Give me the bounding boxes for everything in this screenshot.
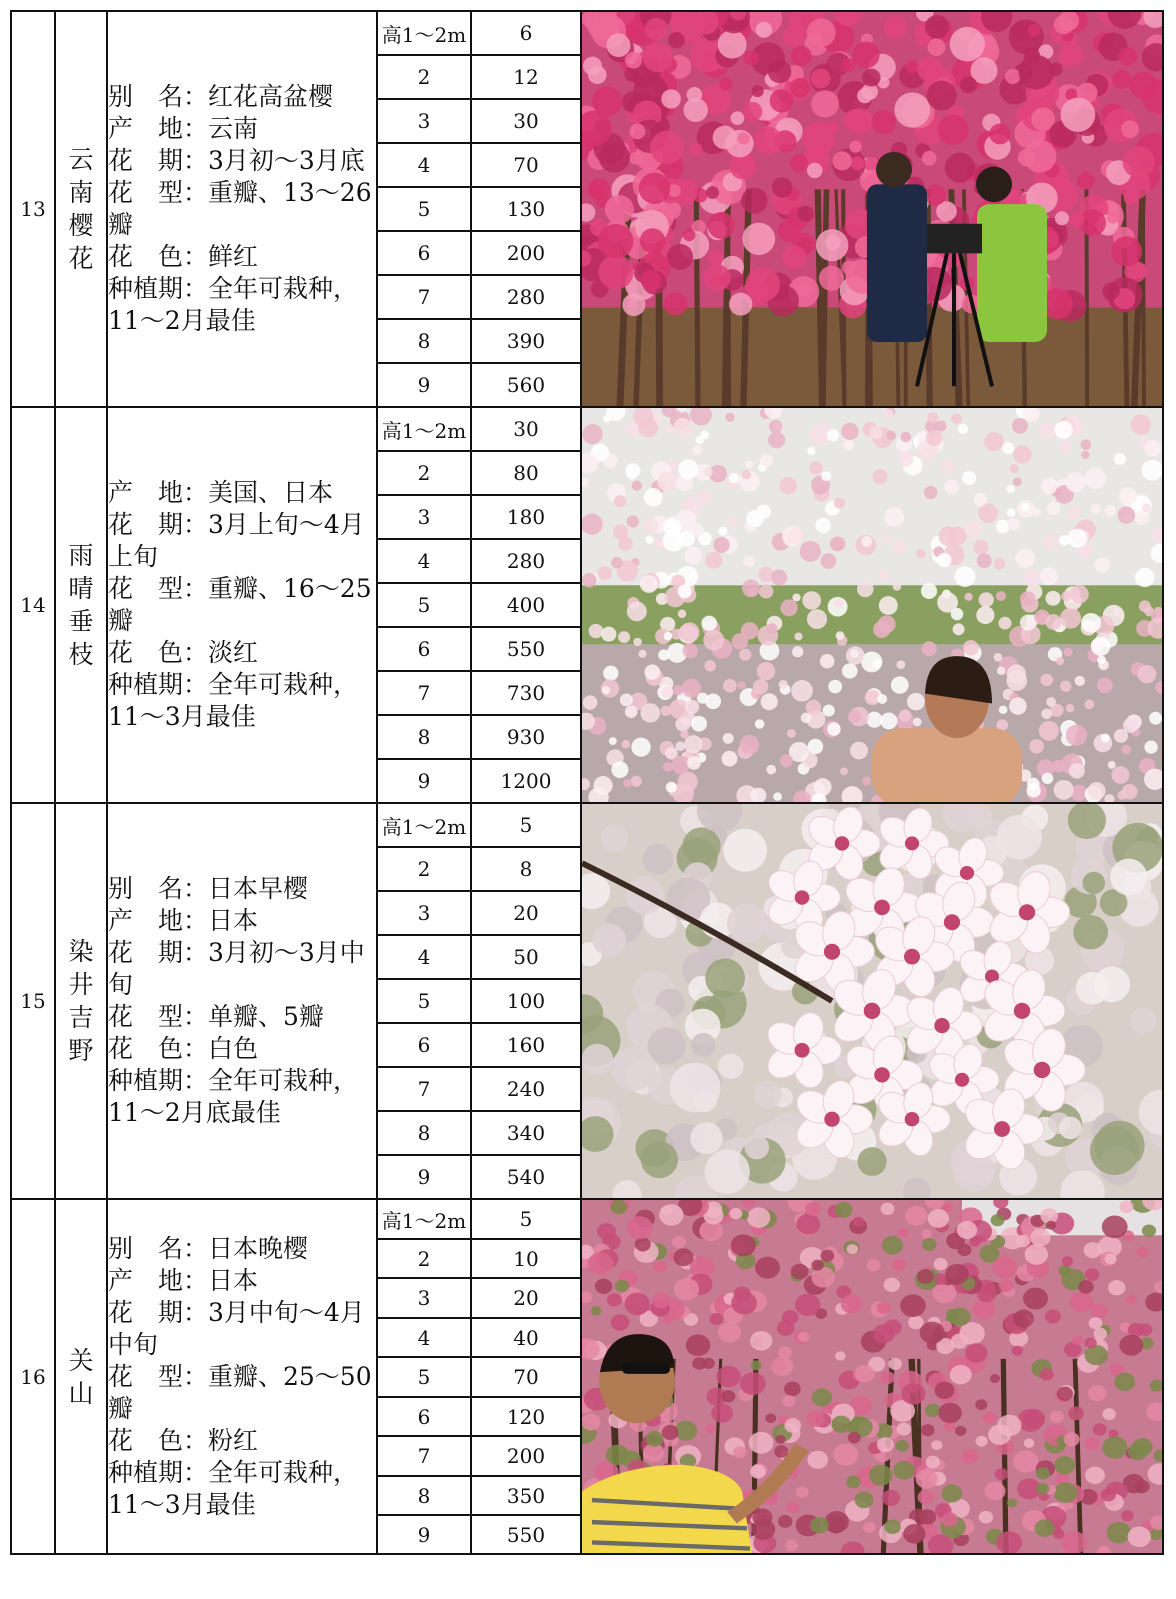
height-cell: 4 — [377, 1318, 471, 1357]
price-cell: 80 — [471, 451, 581, 495]
variety-name-char: 云 — [68, 145, 94, 174]
price-cell: 340 — [471, 1111, 581, 1155]
price-cell: 400 — [471, 583, 581, 627]
item-number: 14 — [11, 407, 55, 803]
height-cell: 6 — [377, 627, 471, 671]
height-cell: 6 — [377, 1023, 471, 1067]
height-cell: 2 — [377, 55, 471, 99]
variety-name-char: 吉 — [68, 1003, 94, 1032]
description-line: 种植期：全年可栽种，11～3月最佳 — [108, 670, 359, 731]
price-cell: 5 — [471, 803, 581, 847]
price-cell: 12 — [471, 55, 581, 99]
height-cell: 5 — [377, 1357, 471, 1397]
height-cell: 3 — [377, 495, 471, 539]
description-line: 种植期：全年可栽种，11～3月最佳 — [108, 1457, 359, 1519]
description-line: 花 期：3月上旬～4月上旬 — [108, 510, 365, 571]
price-cell: 8 — [471, 847, 581, 891]
height-cell: 8 — [377, 1476, 471, 1515]
price-cell: 540 — [471, 1155, 581, 1199]
height-cell: 7 — [377, 275, 471, 319]
price-cell: 930 — [471, 715, 581, 759]
cherry-tree-catalog-table — [10, 10, 1164, 1555]
height-cell: 高1～2m — [377, 11, 471, 55]
price-cell: 6 — [471, 11, 581, 55]
table-row — [11, 803, 1163, 847]
description-line: 花 期：3月初～3月底 — [108, 146, 365, 175]
variety-name-char: 南 — [68, 178, 94, 207]
variety-name-char: 晴 — [68, 574, 94, 603]
description-line: 花 色：粉红 — [108, 1425, 259, 1455]
variety-name-char: 染 — [68, 937, 94, 966]
price-cell: 280 — [471, 275, 581, 319]
price-cell: 160 — [471, 1023, 581, 1067]
price-cell: 350 — [471, 1476, 581, 1515]
variety-description — [107, 11, 377, 407]
variety-name-char: 野 — [68, 1036, 94, 1065]
price-cell: 550 — [471, 627, 581, 671]
height-cell: 6 — [377, 231, 471, 275]
price-cell: 40 — [471, 1318, 581, 1357]
price-cell: 200 — [471, 231, 581, 275]
cherry-blossom-photo — [581, 11, 1163, 407]
price-cell: 560 — [471, 363, 581, 407]
description-line: 产 地：美国、日本 — [108, 478, 334, 507]
description-line: 产 地：云南 — [108, 114, 259, 143]
height-cell: 2 — [377, 847, 471, 891]
description-line: 花 期：3月中旬～4月中旬 — [108, 1297, 365, 1359]
description-line: 种植期：全年可栽种，11～2月底最佳 — [108, 1066, 359, 1127]
height-cell: 8 — [377, 1111, 471, 1155]
table-row — [11, 11, 1163, 55]
table-row — [11, 1199, 1163, 1239]
variety-name — [55, 803, 107, 1199]
height-cell: 8 — [377, 319, 471, 363]
price-cell: 550 — [471, 1515, 581, 1554]
price-cell: 180 — [471, 495, 581, 539]
variety-description — [107, 407, 377, 803]
description-line: 花 型：重瓣、13～26瓣 — [108, 178, 372, 239]
variety-name-char: 雨 — [68, 541, 94, 570]
price-cell: 120 — [471, 1397, 581, 1436]
height-cell: 3 — [377, 1278, 471, 1318]
photo-illustration — [582, 408, 1162, 802]
height-cell: 高1～2m — [377, 1199, 471, 1239]
variety-name-char: 花 — [68, 244, 94, 273]
price-cell: 30 — [471, 407, 581, 451]
price-cell: 20 — [471, 891, 581, 935]
variety-name-char: 樱 — [68, 211, 94, 240]
variety-name-char: 关 — [68, 1345, 94, 1375]
description-line: 花 型：重瓣、25～50瓣 — [108, 1361, 372, 1423]
price-cell: 280 — [471, 539, 581, 583]
height-cell: 6 — [377, 1397, 471, 1436]
description-line: 种植期：全年可栽种，11～2月最佳 — [108, 274, 359, 335]
item-number: 15 — [11, 803, 55, 1199]
photo-illustration — [582, 12, 1162, 406]
height-cell: 3 — [377, 99, 471, 143]
price-cell: 5 — [471, 1199, 581, 1239]
price-cell: 100 — [471, 979, 581, 1023]
height-cell: 2 — [377, 1239, 471, 1278]
height-cell: 7 — [377, 671, 471, 715]
height-cell: 5 — [377, 187, 471, 231]
height-cell: 9 — [377, 1515, 471, 1554]
table-row — [11, 407, 1163, 451]
item-number: 13 — [11, 11, 55, 407]
price-cell: 200 — [471, 1436, 581, 1476]
variety-description — [107, 803, 377, 1199]
cherry-blossom-photo — [581, 803, 1163, 1199]
description-line: 花 型：单瓣、5瓣 — [108, 1002, 324, 1031]
photo-illustration — [582, 804, 1162, 1198]
height-cell: 4 — [377, 539, 471, 583]
variety-name-char: 枝 — [68, 640, 94, 669]
description-line: 别 名：日本早樱 — [108, 874, 309, 903]
height-cell: 4 — [377, 143, 471, 187]
height-cell: 7 — [377, 1436, 471, 1476]
height-cell: 9 — [377, 759, 471, 803]
price-cell: 730 — [471, 671, 581, 715]
height-cell: 高1～2m — [377, 407, 471, 451]
description-line: 别 名：日本晚樱 — [108, 1233, 309, 1263]
variety-name-char: 垂 — [68, 607, 94, 636]
price-cell: 240 — [471, 1067, 581, 1111]
variety-name — [55, 407, 107, 803]
photo-illustration — [582, 1200, 1162, 1553]
price-cell: 70 — [471, 143, 581, 187]
price-cell: 390 — [471, 319, 581, 363]
description-line: 产 地：日本 — [108, 1265, 259, 1295]
description-line: 花 期：3月初～3月中旬 — [108, 938, 365, 999]
description-line: 别 名：红花高盆樱 — [108, 82, 334, 111]
height-cell: 5 — [377, 979, 471, 1023]
description-line: 花 色：鲜红 — [108, 242, 259, 271]
variety-name-char: 山 — [68, 1378, 94, 1408]
height-cell: 4 — [377, 935, 471, 979]
cherry-blossom-photo — [581, 407, 1163, 803]
height-cell: 9 — [377, 1155, 471, 1199]
cherry-blossom-photo — [581, 1199, 1163, 1554]
variety-name — [55, 1199, 107, 1554]
height-cell: 8 — [377, 715, 471, 759]
height-cell: 5 — [377, 583, 471, 627]
price-cell: 30 — [471, 99, 581, 143]
description-line: 花 色：淡红 — [108, 638, 259, 667]
price-cell: 10 — [471, 1239, 581, 1278]
height-cell: 3 — [377, 891, 471, 935]
height-cell: 2 — [377, 451, 471, 495]
height-cell: 9 — [377, 363, 471, 407]
height-cell: 7 — [377, 1067, 471, 1111]
price-cell: 20 — [471, 1278, 581, 1318]
variety-name — [55, 11, 107, 407]
variety-description — [107, 1199, 377, 1554]
price-cell: 130 — [471, 187, 581, 231]
price-cell: 50 — [471, 935, 581, 979]
price-cell: 70 — [471, 1357, 581, 1397]
price-cell: 1200 — [471, 759, 581, 803]
variety-name-char: 井 — [68, 970, 94, 999]
description-line: 产 地：日本 — [108, 906, 259, 935]
description-line: 花 型：重瓣、16～25瓣 — [108, 574, 372, 635]
item-number: 16 — [11, 1199, 55, 1554]
description-line: 花 色：白色 — [108, 1034, 259, 1063]
height-cell: 高1～2m — [377, 803, 471, 847]
